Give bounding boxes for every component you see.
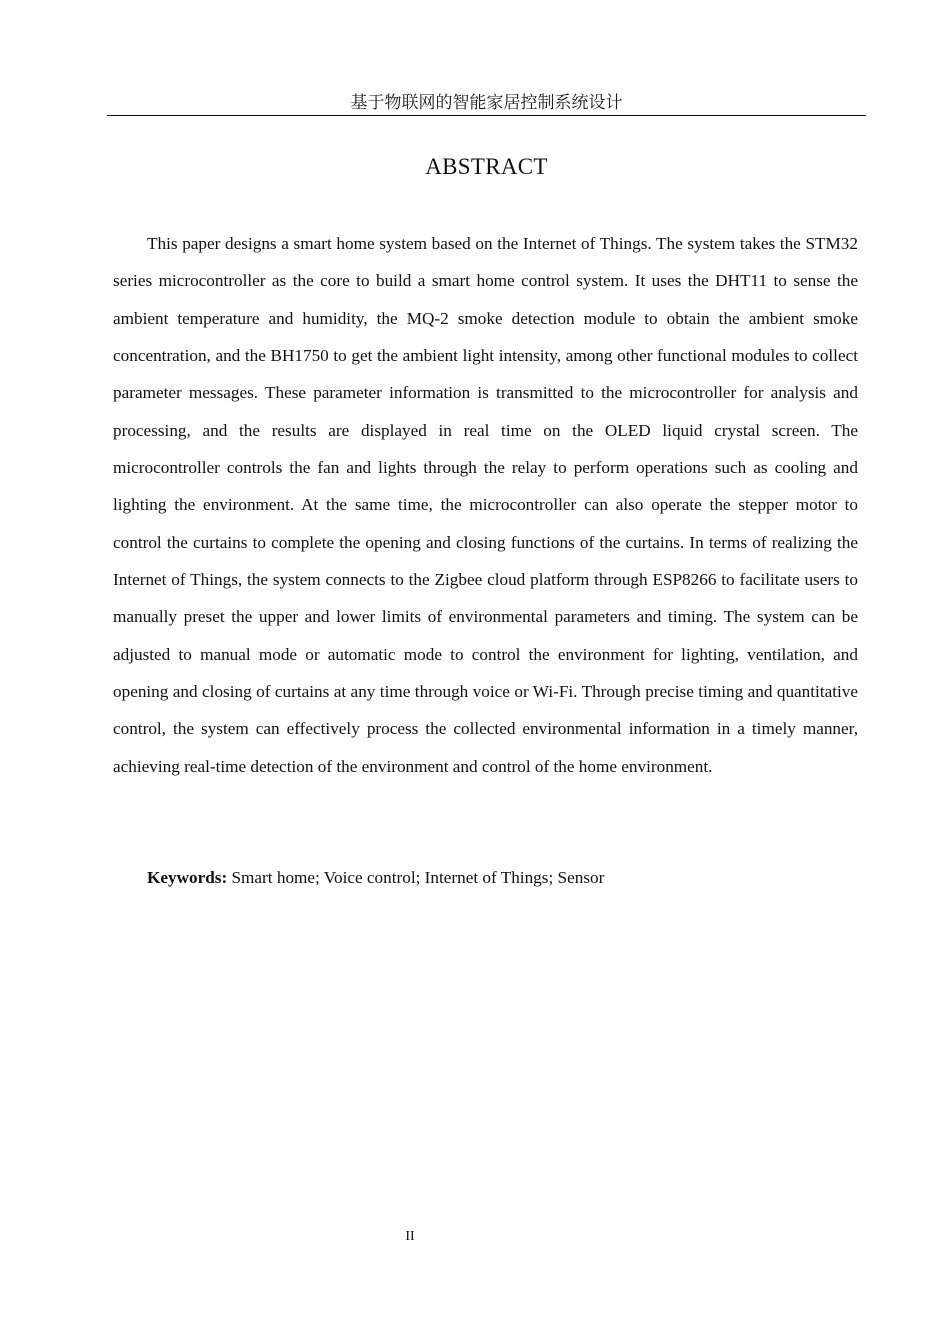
keywords-text: Smart home; Voice control; Internet of Things; Sensor	[227, 868, 605, 887]
keywords-label: Keywords:	[147, 868, 228, 887]
abstract-title: ABSTRACT	[425, 154, 548, 179]
header-divider	[107, 115, 866, 116]
running-header: 基于物联网的智能家居控制系统设计	[350, 93, 623, 113]
page-number: II	[405, 1229, 415, 1244]
abstract-body: This paper designs a smart home system based on the Internet of Things. The system takes the STM32 series microcontroller as the core to build a smart home control system. It uses the DHT11 to sense the ambient temperature and humidity, the MQ-2 smoke detection module to obtain the ambient smoke concentration, and the BH1750 to get the ambient light intensity, among other functional modules to collect parameter messages. These parameter information is transmitted to the microcontroller for analysis and processing, and the results are displayed in real time on the OLED liquid crystal screen. The microcontroller controls the fan and lights through the relay to perform operations such as cooling and lighting the environment. At the same time, the microcontroller can also operate the stepper motor to control the curtains to complete the opening and closing functions of the curtains. In terms of realizing the Internet of Things, the system connects to the Zigbee cloud platform through ESP8266 to facilitate users to manually preset the upper and lower limits of environmental parameters and timing. The system can be adjusted to manual mode or automatic mode to control the environment for lighting, ventilation, and opening and closing of curtains at any time through voice or Wi-Fi. Through precise timing and quantitative control, the system can effectively process the collected environmental information in a timely manner, achieving real-time detection of the environment and control of the home environment.	[113, 234, 858, 776]
keywords-line	[113, 864, 858, 892]
